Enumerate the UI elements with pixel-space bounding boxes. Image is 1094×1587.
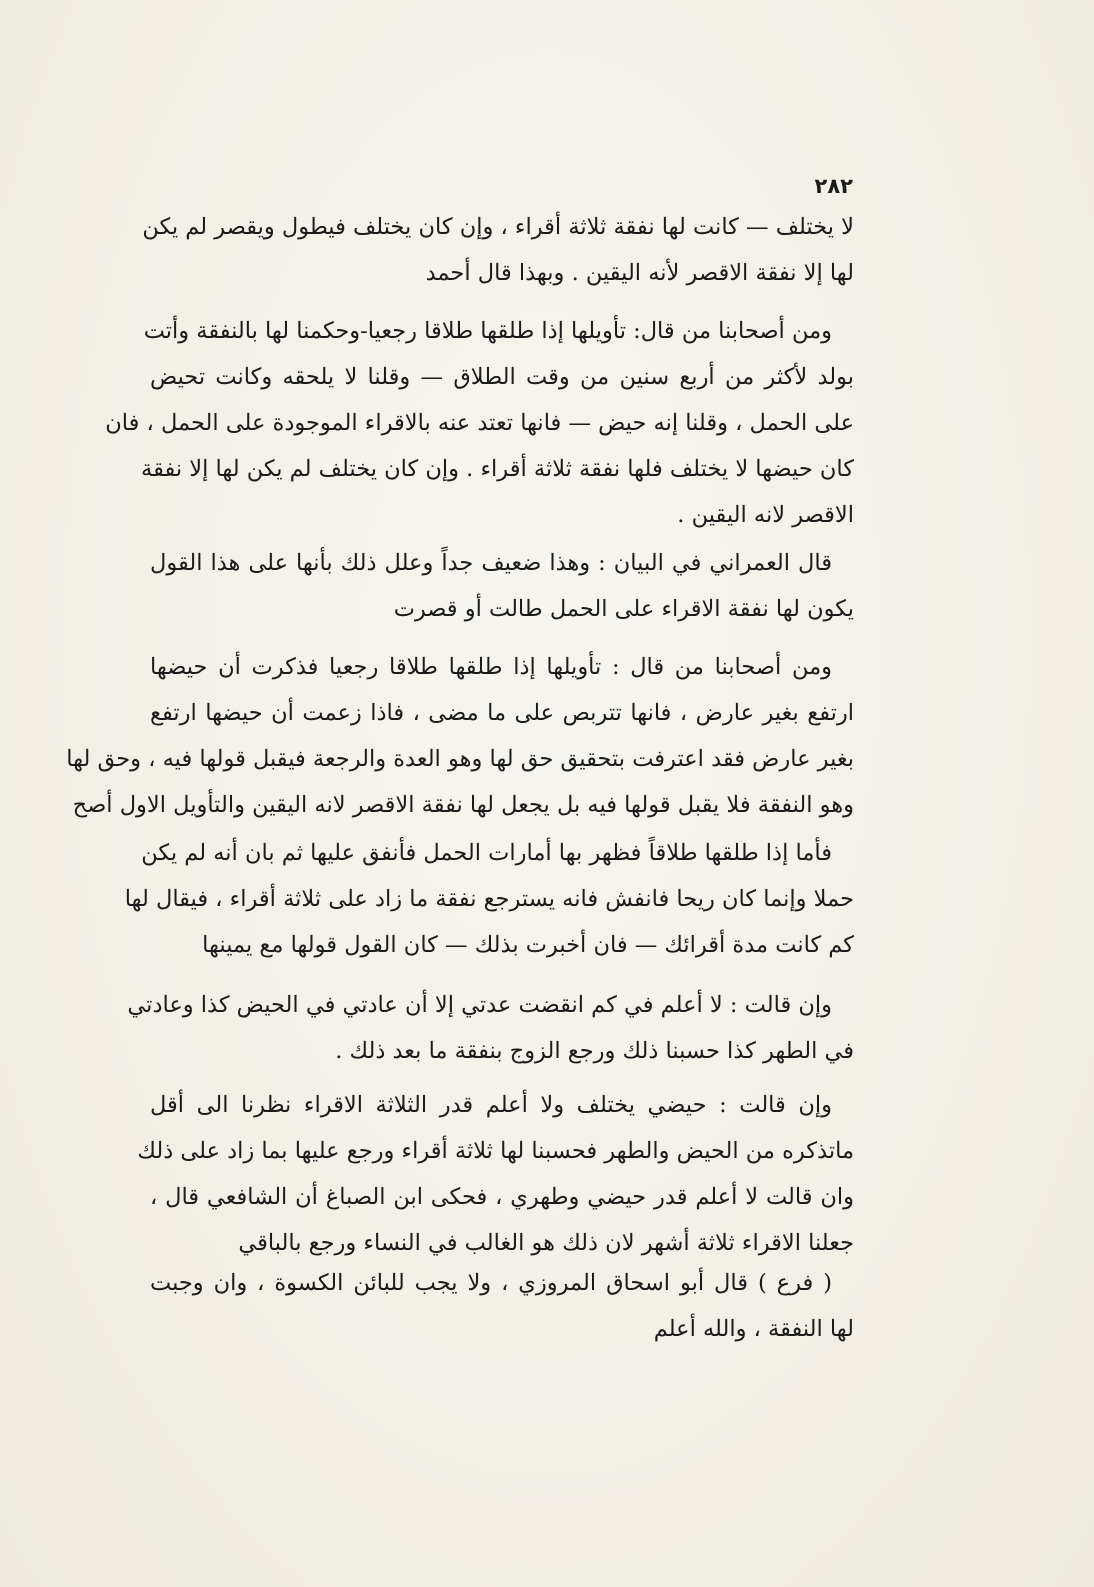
text-line: لا يختلف — كانت لها نفقة ثلاثة أقراء ، وإن كان يختلف فيطول ويقصر لم يكن (142, 214, 854, 240)
text-line: يكون لها نفقة الاقراء على الحمل طالت أو قصرت (393, 596, 854, 622)
paragraph (127, 982, 854, 1074)
paragraph (137, 1082, 854, 1266)
text-line: كان حيضها لا يختلف فلها نفقة ثلاثة أقراء . وإن كان يختلف لم يكن لها إلا نفقة (141, 456, 854, 482)
paragraph (150, 1260, 854, 1352)
text-line: كم كانت مدة أقرائك — فان أخبرت بذلك — كان القول قولها مع يمينها (202, 932, 854, 958)
page-number: ٢٨٢ (814, 174, 853, 198)
text-line: بغير عارض فقد اعترفت بتحقيق حق لها وهو العدة والرجعة فيقبل قولها فيه ، وحق لها (66, 746, 854, 772)
paragraph (105, 308, 854, 538)
text-line: على الحمل ، وقلنا إنه حيض — فانها تعتد عنه بالاقراء الموجودة على الحمل ، فان (105, 410, 854, 436)
text-line: الاقصر لانه اليقين . (677, 502, 854, 528)
paragraph (150, 540, 854, 632)
paragraph (66, 644, 854, 828)
text-line: وإن قالت : لا أعلم في كم انقضت عدتي إلا أن عادتي في الحيض كذا وعادتي (127, 992, 832, 1018)
text-line: بولد لأكثر من أربع سنين من وقت الطلاق — وقلنا لا يلحقه وكانت تحيض (150, 364, 854, 390)
text-line: في الطهر كذا حسبنا ذلك ورجع الزوج بنفقة ما بعد ذلك . (335, 1038, 854, 1064)
text-line: حملا وإنما كان ريحا فانفش فانه يسترجع نفقة ما زاد على ثلاثة أقراء ، فيقال لها (124, 886, 854, 912)
text-line: ارتفع بغير عارض ، فانها تتربص على ما مضى ، فاذا زعمت أن حيضها ارتفع (150, 700, 854, 726)
text-line: جعلنا الاقراء ثلاثة أشهر لان ذلك هو الغالب في النساء ورجع بالباقي (238, 1230, 854, 1256)
text-line: ومن أصحابنا من قال : تأويلها إذا طلقها طلاقا رجعيا فذكرت أن حيضها (150, 654, 832, 680)
text-line: وإن قالت : حيضي يختلف ولا أعلم قدر الثلاثة الاقراء نظرنا الى أقل (150, 1092, 832, 1118)
text-line: ومن أصحابنا من قال: تأويلها إذا طلقها طلاقا رجعيا-وحكمنا لها بالنفقة وأتت (143, 318, 832, 344)
text-line: قال العمراني في البيان : وهذا ضعيف جداً وعلل ذلك بأنها على هذا القول (150, 550, 832, 576)
paragraph (124, 830, 854, 968)
text-line: لها إلا نفقة الاقصر لأنه اليقين . وبهذا قال أحمد (425, 260, 854, 286)
text-line: ( فرع ) قال أبو اسحاق المروزي ، ولا يجب للبائن الكسوة ، وان وجبت (150, 1270, 832, 1296)
paragraph (142, 204, 854, 296)
text-line: وهو النفقة فلا يقبل قولها فيه بل يجعل لها نفقة الاقصر لانه اليقين والتأويل الاول أصح (72, 792, 854, 818)
text-line: وان قالت لا أعلم قدر حيضي وطهري ، فحكى ابن الصباغ أن الشافعي قال ، (150, 1184, 854, 1210)
text-line: لها النفقة ، والله أعلم (653, 1316, 854, 1342)
text-line: ماتذكره من الحيض والطهر فحسبنا لها ثلاثة أقراء ورجع عليها بما زاد على ذلك (137, 1138, 854, 1164)
text-line: فأما إذا طلقها طلاقاً فظهر بها أمارات الحمل فأنفق عليها ثم بان أنه لم يكن (141, 840, 832, 866)
